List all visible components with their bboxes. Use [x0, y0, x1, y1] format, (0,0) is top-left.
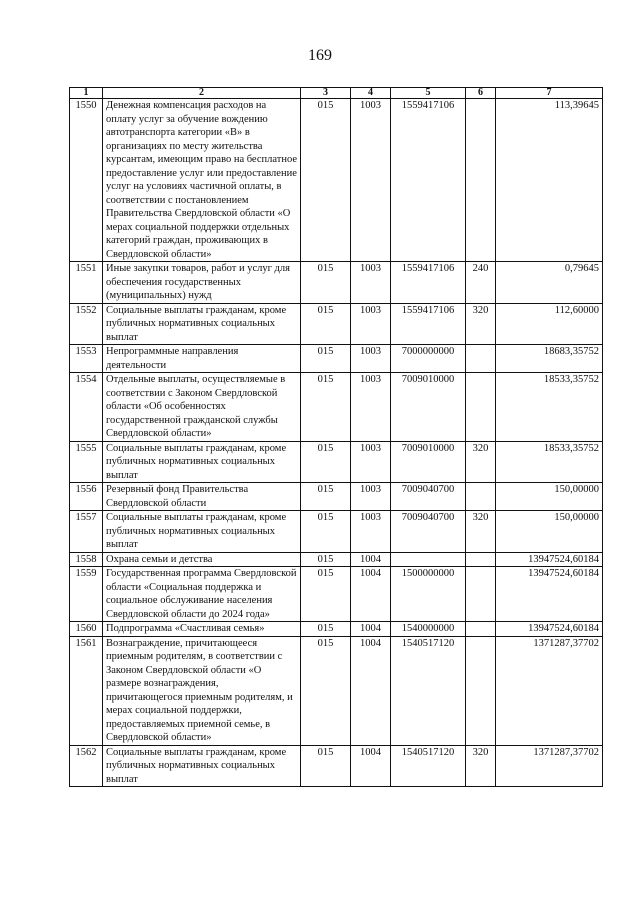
- section-code: 1004: [351, 552, 391, 567]
- section-code: 1003: [351, 262, 391, 304]
- target-code: 1500000000: [391, 567, 466, 622]
- row-number: 1559: [70, 567, 103, 622]
- target-code: 1540517120: [391, 745, 466, 787]
- ministry-code: 015: [301, 636, 351, 745]
- table-row: [70, 303, 603, 345]
- item-name: Социальные выплаты гражданам, кроме публичных нормативных социальных выплат: [103, 303, 301, 345]
- expense-type: 320: [466, 745, 496, 787]
- amount: 112,60000: [496, 303, 603, 345]
- amount: 0,79645: [496, 262, 603, 304]
- target-code: 1559417106: [391, 303, 466, 345]
- table-row: [70, 441, 603, 483]
- table-row: [70, 745, 603, 787]
- table-row: [70, 345, 603, 373]
- expense-type: 320: [466, 303, 496, 345]
- amount: 13947524,60184: [496, 567, 603, 622]
- expense-type: [466, 483, 496, 511]
- column-header: 1: [70, 88, 103, 99]
- section-code: 1004: [351, 567, 391, 622]
- row-number: 1550: [70, 99, 103, 262]
- amount: 150,00000: [496, 511, 603, 553]
- section-code: 1003: [351, 99, 391, 262]
- target-code: [391, 552, 466, 567]
- expense-type: [466, 99, 496, 262]
- column-header: 3: [301, 88, 351, 99]
- target-code: 1540000000: [391, 622, 466, 637]
- section-code: 1003: [351, 441, 391, 483]
- target-code: 1559417106: [391, 99, 466, 262]
- ministry-code: 015: [301, 552, 351, 567]
- expense-type: 320: [466, 441, 496, 483]
- amount: 18533,35752: [496, 373, 603, 442]
- expense-type: [466, 636, 496, 745]
- ministry-code: 015: [301, 373, 351, 442]
- target-code: 7009010000: [391, 373, 466, 442]
- item-name: Иные закупки товаров, работ и услуг для обеспечения государственных (муниципальных) нужд: [103, 262, 301, 304]
- target-code: 7009010000: [391, 441, 466, 483]
- expense-type: 240: [466, 262, 496, 304]
- item-name: Отдельные выплаты, осуществляемые в соответствии с Законом Свердловской области «Об особенностях государственной гражданской службы Свердловской области»: [103, 373, 301, 442]
- table-row: [70, 622, 603, 637]
- section-code: 1004: [351, 622, 391, 637]
- amount: 1371287,37702: [496, 745, 603, 787]
- column-header: 4: [351, 88, 391, 99]
- target-code: 7009040700: [391, 511, 466, 553]
- item-name: Непрограммные направления деятельности: [103, 345, 301, 373]
- item-name: Денежная компенсация расходов на оплату услуг за обучение вождению автотранспорта категории «В» в организациях по месту жительства курсантам, имеющим право на бесплатное предоставление услуг или предоставление услуг на условиях частичной оплаты, в соответствии с постановлением Правительства Свердловской области «О мерах социальной поддержки отдельных категорий граждан, проживающих в Свердловской области»: [103, 99, 301, 262]
- target-code: 7000000000: [391, 345, 466, 373]
- amount: 113,39645: [496, 99, 603, 262]
- expense-type: [466, 373, 496, 442]
- section-code: 1003: [351, 345, 391, 373]
- table-row: [70, 636, 603, 745]
- item-name: Государственная программа Свердловской области «Социальная поддержка и социальное обслуживание населения Свердловской области до 2024 года»: [103, 567, 301, 622]
- amount: 18533,35752: [496, 441, 603, 483]
- expense-type: [466, 567, 496, 622]
- target-code: 1540517120: [391, 636, 466, 745]
- row-number: 1552: [70, 303, 103, 345]
- section-code: 1004: [351, 745, 391, 787]
- ministry-code: 015: [301, 303, 351, 345]
- expense-type: [466, 552, 496, 567]
- row-number: 1561: [70, 636, 103, 745]
- column-header: 2: [103, 88, 301, 99]
- expense-type: 320: [466, 511, 496, 553]
- expense-type: [466, 345, 496, 373]
- amount: 13947524,60184: [496, 552, 603, 567]
- expense-type: [466, 622, 496, 637]
- row-number: 1558: [70, 552, 103, 567]
- table-row: [70, 99, 603, 262]
- column-header: 5: [391, 88, 466, 99]
- column-header: 6: [466, 88, 496, 99]
- row-number: 1557: [70, 511, 103, 553]
- row-number: 1553: [70, 345, 103, 373]
- row-number: 1551: [70, 262, 103, 304]
- amount: 1371287,37702: [496, 636, 603, 745]
- section-code: 1003: [351, 483, 391, 511]
- row-number: 1555: [70, 441, 103, 483]
- item-name: Социальные выплаты гражданам, кроме публичных нормативных социальных выплат: [103, 745, 301, 787]
- section-code: 1003: [351, 373, 391, 442]
- item-name: Резервный фонд Правительства Свердловской области: [103, 483, 301, 511]
- table-row: [70, 552, 603, 567]
- section-code: 1003: [351, 511, 391, 553]
- ministry-code: 015: [301, 262, 351, 304]
- row-number: 1556: [70, 483, 103, 511]
- ministry-code: 015: [301, 483, 351, 511]
- amount: 18683,35752: [496, 345, 603, 373]
- section-code: 1004: [351, 636, 391, 745]
- row-number: 1560: [70, 622, 103, 637]
- ministry-code: 015: [301, 622, 351, 637]
- section-code: 1003: [351, 303, 391, 345]
- row-number: 1554: [70, 373, 103, 442]
- page-number: 169: [308, 47, 332, 64]
- amount: 13947524,60184: [496, 622, 603, 637]
- table-row: [70, 262, 603, 304]
- budget-table: [69, 87, 603, 787]
- table-row: [70, 373, 603, 442]
- table-row: [70, 511, 603, 553]
- item-name: Подпрограмма «Счастливая семья»: [103, 622, 301, 637]
- item-name: Охрана семьи и детства: [103, 552, 301, 567]
- ministry-code: 015: [301, 511, 351, 553]
- item-name: Социальные выплаты гражданам, кроме публичных нормативных социальных выплат: [103, 511, 301, 553]
- row-number: 1562: [70, 745, 103, 787]
- target-code: 1559417106: [391, 262, 466, 304]
- table-row: [70, 483, 603, 511]
- ministry-code: 015: [301, 441, 351, 483]
- item-name: Вознаграждение, причитающееся приемным родителям, в соответствии с Законом Свердловской области «О размере вознаграждения, причитающегося приемным родителям, и мерах социальной поддержки, предоставляемых приемной семье, в Свердловской области»: [103, 636, 301, 745]
- header-row: [70, 88, 603, 99]
- ministry-code: 015: [301, 745, 351, 787]
- ministry-code: 015: [301, 345, 351, 373]
- amount: 150,00000: [496, 483, 603, 511]
- column-header: 7: [496, 88, 603, 99]
- item-name: Социальные выплаты гражданам, кроме публичных нормативных социальных выплат: [103, 441, 301, 483]
- table-row: [70, 567, 603, 622]
- ministry-code: 015: [301, 99, 351, 262]
- ministry-code: 015: [301, 567, 351, 622]
- target-code: 7009040700: [391, 483, 466, 511]
